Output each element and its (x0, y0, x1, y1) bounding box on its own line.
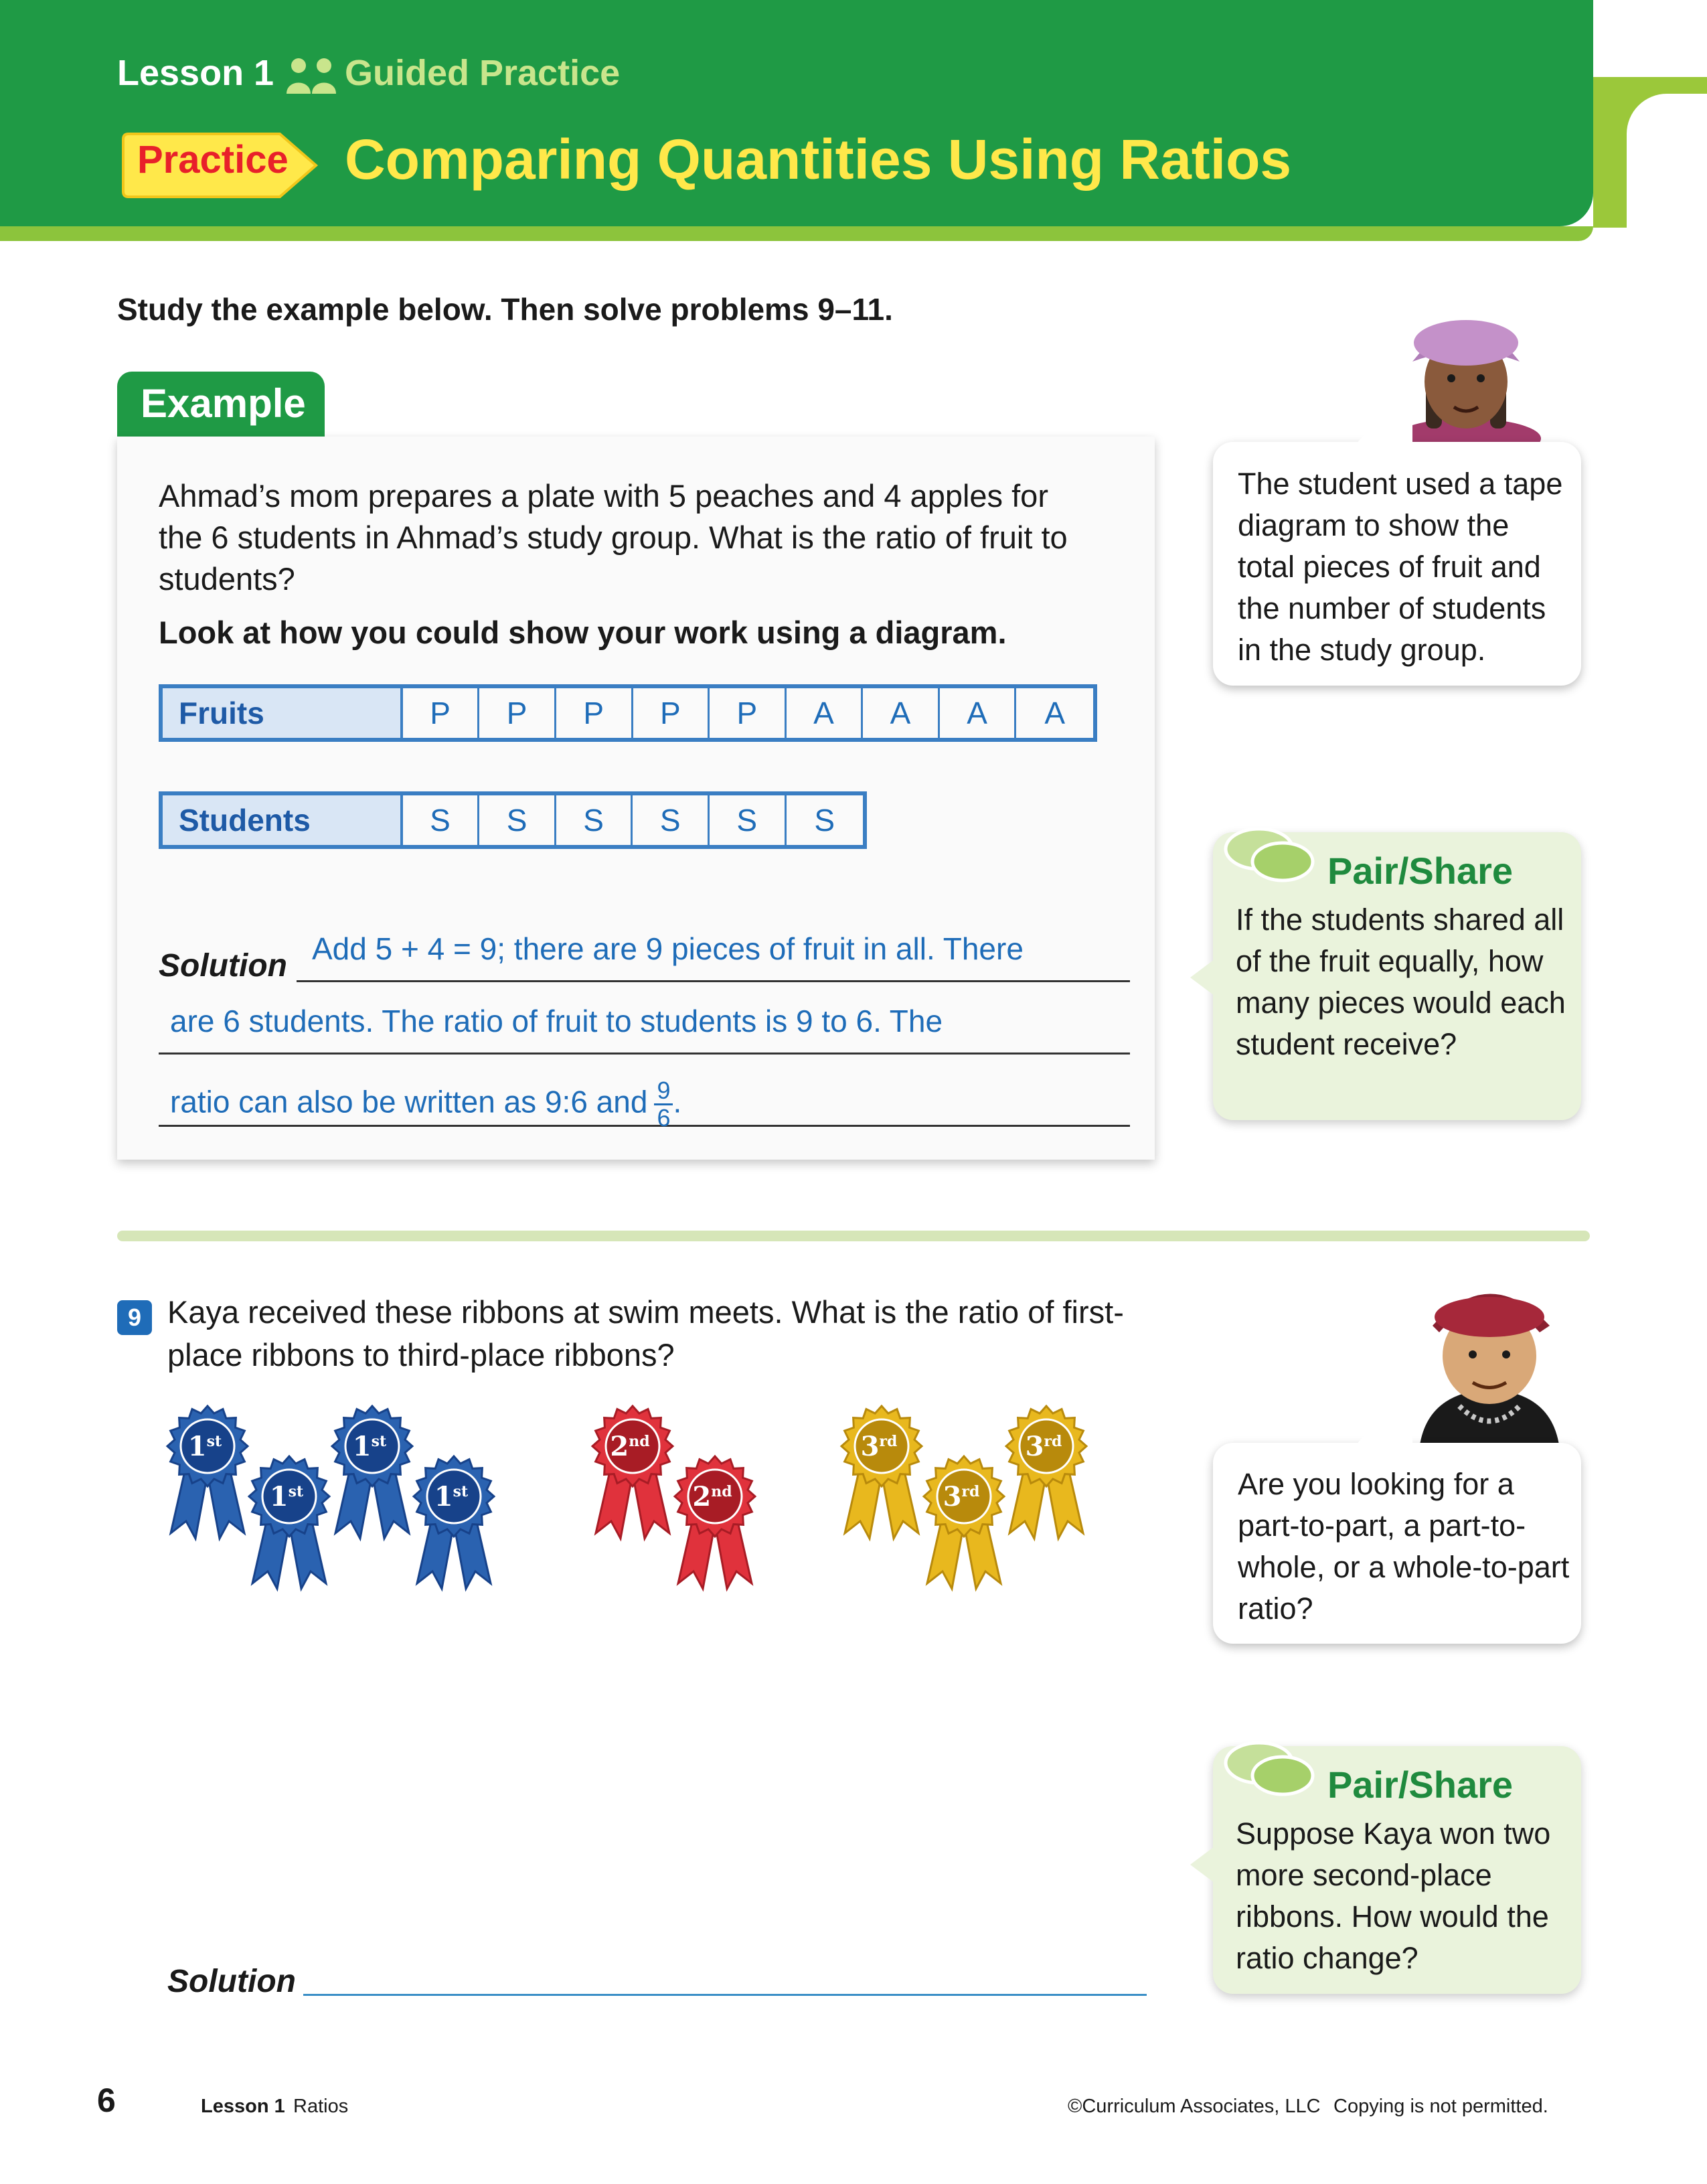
ribbon-label: 1st (187, 1431, 222, 1462)
ribbon-3rd (1006, 1406, 1086, 1539)
lesson-label: Lesson 1 (117, 53, 274, 93)
example-solution-label: Solution (159, 948, 287, 984)
header-underline (0, 226, 1593, 241)
footer-notice: Copying is not permitted. (1333, 2096, 1548, 2117)
ribbon-2nd (675, 1456, 755, 1589)
speech-bubbles-icon (1222, 825, 1316, 885)
answer-line[interactable] (303, 1994, 1147, 1996)
solution-line: Add 5 + 4 = 9; there are 9 pieces of fruit in all. There (312, 931, 1024, 966)
pair-share-title: Pair/Share (1327, 850, 1514, 892)
student-character-boy (1406, 1275, 1573, 1450)
tip-bubble-pointer (1352, 1403, 1412, 1450)
tape-cell: S (556, 795, 633, 845)
tip-text: Are you looking for a part-to-part, a part-to-whole, or a whole-to-part ratio? (1238, 1467, 1570, 1626)
ribbon-1st (249, 1456, 329, 1589)
tape-cell: P (710, 688, 787, 738)
question-number-badge: 9 (117, 1300, 152, 1335)
ratio-fraction (654, 1078, 673, 1131)
ribbon-3rd (841, 1406, 922, 1539)
speech-bubbles-icon (1222, 1739, 1316, 1799)
ribbon-label: 1st (434, 1481, 469, 1512)
section-label: Guided Practice (345, 53, 621, 93)
ribbon-label: 2nd (692, 1481, 732, 1512)
solution-rule (297, 980, 1130, 982)
ribbon-3rd (924, 1456, 1004, 1589)
solution-line (170, 1078, 681, 1131)
footer-lesson: Lesson 1 (201, 2096, 285, 2117)
tape-cell: S (814, 803, 835, 838)
fraction-denominator: 6 (657, 1104, 671, 1132)
tape-cell: P (556, 688, 633, 738)
tape-cell: S (710, 795, 787, 845)
header-corner-cutout (1627, 94, 1707, 234)
tape-cell: S (403, 795, 480, 845)
tape-cell: S (633, 795, 710, 845)
practice-tag-label: Practice (137, 138, 289, 181)
tip-bubble-pointer (1352, 402, 1412, 449)
pair-share-title: Pair/Share (1327, 1764, 1514, 1806)
ribbon-label: 3rd (943, 1481, 980, 1512)
section-divider (117, 1231, 1590, 1241)
instructions: Study the example below. Then solve problems 9–11. (117, 292, 893, 327)
fruits-label: Fruits (163, 688, 403, 738)
tip-text: The student used a tape diagram to show the total pieces of fruit and the number of students in the study group. (1238, 467, 1563, 667)
ribbon-2nd (592, 1406, 673, 1539)
question-text: Kaya received these ribbons at swim meets. What is the ratio of first-place ribbons to third-place ribbons? (167, 1294, 1124, 1373)
pair-share-text: Suppose Kaya won two more second-place ribbons. How would the ratio change? (1236, 1816, 1551, 1975)
solution-line-text: ratio can also be written as 9:6 and (170, 1084, 648, 1119)
ribbon-illustration (161, 1399, 1125, 1593)
page-number: 6 (97, 2082, 116, 2119)
students-label: Students (163, 795, 403, 845)
tape-cell: P (479, 688, 556, 738)
solution-rule (159, 1052, 1130, 1055)
diagram-prompt: Look at how you could show your work using a diagram. (159, 615, 1007, 650)
footer-topic: Ratios (293, 2096, 349, 2117)
fruits-tape-diagram (159, 684, 1097, 742)
ribbon-1st (332, 1406, 412, 1539)
footer-copyright: ©Curriculum Associates, LLC (1068, 2096, 1321, 2117)
guided-practice-icon (285, 56, 339, 94)
ribbon-label: 3rd (860, 1431, 898, 1462)
page-title: Comparing Quantities Using Ratios (345, 128, 1292, 191)
tape-cell: A (1044, 696, 1066, 730)
question-solution-label: Solution (167, 1964, 296, 1999)
ribbon-label: 3rd (1025, 1431, 1062, 1462)
students-tape-diagram (159, 791, 867, 849)
tape-cell: A (863, 688, 940, 738)
ribbon-label: 1st (352, 1431, 387, 1462)
ribbon-1st (167, 1406, 248, 1539)
example-label: Example (141, 381, 306, 426)
pair-share-pointer (1190, 957, 1217, 998)
fraction-numerator: 9 (654, 1078, 673, 1105)
solution-line: are 6 students. The ratio of fruit to students is 9 to 6. The (170, 1004, 943, 1038)
pair-share-pointer (1190, 1845, 1217, 1885)
tape-cell: P (633, 688, 710, 738)
fraction-suffix: . (673, 1084, 682, 1119)
tape-cell: A (940, 688, 1017, 738)
tape-cell: S (479, 795, 556, 845)
example-problem-text: Ahmad’s mom prepares a plate with 5 peaches and 4 apples for the 6 students in Ahmad’s study group. What is the ratio of fruit to students? (159, 478, 1068, 597)
ribbon-label: 2nd (610, 1431, 650, 1462)
ribbon-label: 1st (269, 1481, 304, 1512)
tape-cell: P (403, 688, 480, 738)
pair-share-text: If the students shared all of the fruit equally, how many pieces would each student receive? (1236, 903, 1566, 1061)
ribbon-1st (414, 1456, 494, 1589)
tape-cell: A (787, 688, 864, 738)
